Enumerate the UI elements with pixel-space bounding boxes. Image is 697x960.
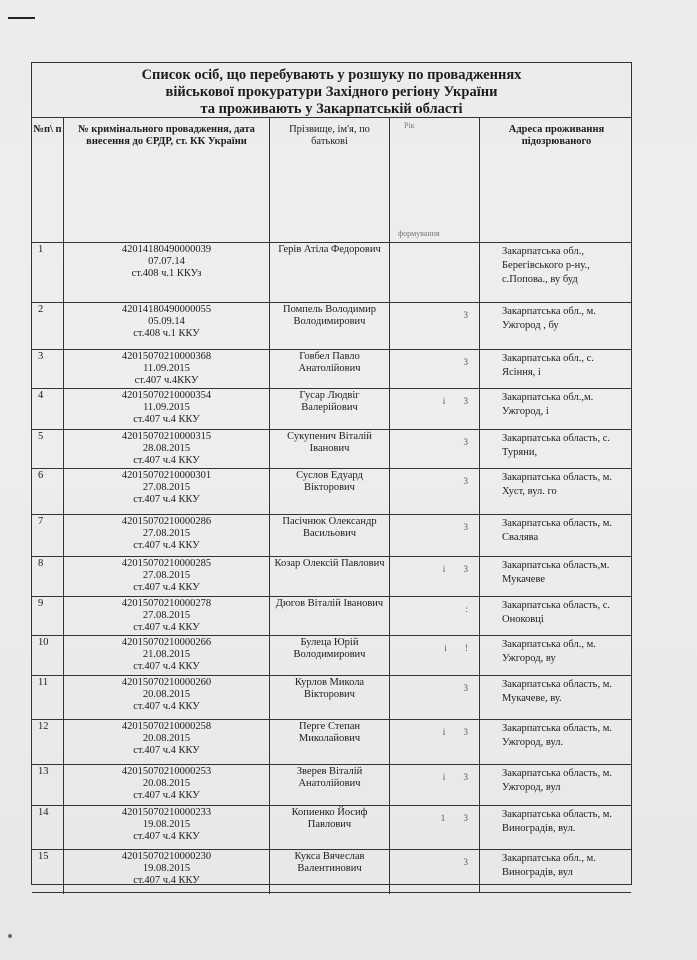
row-case <box>64 636 270 675</box>
case-number: 42015070210000260 <box>121 677 212 688</box>
table-row <box>32 806 631 850</box>
person-address: Закарпатська область, с. Туряни, <box>502 433 610 458</box>
case-number: 42014180490000055 <box>121 304 212 315</box>
person-address: Закарпатська обл., с. Ясіння, і <box>502 353 594 378</box>
person-name: Гусар Людвіг Валерійович <box>270 389 390 429</box>
case-article: ст.407 ч.4 ККУ <box>133 875 200 886</box>
case-date: 20.08.2015 <box>142 689 191 700</box>
row-number: 3 <box>32 350 64 388</box>
table-row <box>32 720 631 765</box>
row-case <box>64 806 270 849</box>
row-marks: 3 <box>463 857 476 867</box>
row-number: 7 <box>32 515 64 556</box>
header-col4-bottom: формування <box>398 229 440 238</box>
row-col4 <box>390 430 480 468</box>
person-name <box>270 893 390 894</box>
row-col4 <box>390 850 480 892</box>
table-row <box>32 303 631 350</box>
header-col4 <box>390 118 480 242</box>
title-line-3: та проживають у Закарпатській області <box>200 101 463 117</box>
person-name: Козар Олексій Павлович <box>270 557 390 596</box>
row-number: 11 <box>32 676 64 719</box>
case-date: 20.08.2015 <box>142 778 191 789</box>
row-col4 <box>390 303 480 349</box>
row-number: 15 <box>32 850 64 892</box>
row-number: 5 <box>32 430 64 468</box>
person-name: Кукса Вячеслав Валентинович <box>270 850 390 892</box>
case-number: 42015070210000354 <box>121 390 212 401</box>
table-row <box>32 350 631 389</box>
case-article: ст.407 ч.4 ККУ <box>133 790 200 801</box>
punch-hole-mark <box>8 934 12 938</box>
row-case <box>64 720 270 764</box>
case-number: 42015070210000230 <box>121 851 212 862</box>
row-marks: 3 <box>463 522 476 532</box>
row-number: 13 <box>32 765 64 805</box>
table-row <box>32 469 631 515</box>
person-address: Закарпатська область, с. Оноковці <box>502 600 610 625</box>
table-row <box>32 597 631 636</box>
case-article: ст.407 ч.4ККУ <box>134 375 199 386</box>
row-marks: 3 <box>463 683 476 693</box>
person-name: Говбел Павло Анатолійович <box>270 350 390 388</box>
row-number <box>32 893 64 894</box>
case-date: 27.08.2015 <box>142 528 191 539</box>
row-number: 14 <box>32 806 64 849</box>
case-article: ст.407 ч.4 ККУ <box>133 540 200 551</box>
header-name: Прізвище, ім'я, по батькові <box>270 118 390 242</box>
table-row <box>32 765 631 806</box>
wanted-persons-table <box>31 62 632 885</box>
case-date: 07.07.14 <box>148 256 185 267</box>
row-case <box>64 389 270 429</box>
row-marks: і 3 <box>442 396 476 406</box>
row-case <box>64 597 270 635</box>
row-marks: і 3 <box>442 727 476 737</box>
row-marks: 3 <box>463 357 476 367</box>
row-marks: і ! <box>444 643 476 653</box>
row-number: 6 <box>32 469 64 514</box>
case-date: 21.08.2015 <box>142 649 191 660</box>
row-col4 <box>390 720 480 764</box>
row-col4 <box>390 636 480 675</box>
person-name: Сукупенич Віталій Іванович <box>270 430 390 468</box>
row-number: 1 <box>32 243 64 302</box>
table-row <box>32 430 631 469</box>
row-col4 <box>390 469 480 514</box>
case-date: 19.08.2015 <box>142 819 191 830</box>
case-number: 42015070210000266 <box>121 637 212 648</box>
row-case <box>64 430 270 468</box>
case-article: ст.408 ч.1 ККУ <box>133 328 200 339</box>
table-row <box>32 850 631 893</box>
row-marks: 3 <box>463 310 476 320</box>
title-line-2: військової прокуратури Західного регіону України <box>165 84 498 100</box>
case-date: 27.08.2015 <box>142 610 191 621</box>
case-article: ст.407 ч.4 ККУ <box>133 455 200 466</box>
person-address: Закарпатська область,м. Мукачеве <box>502 560 610 585</box>
person-address: Закарпатська обл., м. Ужгород , бу <box>502 306 596 331</box>
row-col4 <box>390 765 480 805</box>
person-address <box>480 893 633 895</box>
header-case: № кримінального провадження, дата внесення до ЄРДР, ст. КК України <box>64 118 270 242</box>
row-case <box>64 303 270 349</box>
case-date: 27.08.2015 <box>142 482 191 493</box>
row-col4 <box>390 597 480 635</box>
row-case <box>64 850 270 892</box>
person-address: Закарпатська обл., Берегівського р-ну., с.Попова., ву буд <box>502 246 590 285</box>
row-number: 10 <box>32 636 64 675</box>
row-col4 <box>390 350 480 388</box>
header-col4-top: Рік <box>404 121 415 130</box>
table-row <box>32 636 631 676</box>
person-name: Булеца Юрій Володимирович <box>270 636 390 675</box>
row-marks: і 3 <box>442 772 476 782</box>
person-address: Закарпатська область, м. Ужгород, вул <box>502 768 612 793</box>
case-date: 27.08.2015 <box>142 570 191 581</box>
table-header <box>32 118 631 243</box>
case-date: 11.09.2015 <box>143 402 190 413</box>
case-number: 42014180490000039 <box>121 244 212 255</box>
row-number: 12 <box>32 720 64 764</box>
case-article: ст.407 ч.4 ККУ <box>133 831 200 842</box>
person-name: Помпель Володимир Володимирович <box>270 303 390 349</box>
table-row <box>32 389 631 430</box>
row-marks: і 3 <box>442 564 476 574</box>
table-row <box>32 243 631 303</box>
case-number: 42015070210000253 <box>121 766 212 777</box>
row-case <box>64 350 270 388</box>
case-article: ст.407 ч.4 ККУ <box>133 745 200 756</box>
case-number: 42015070210000315 <box>121 431 212 442</box>
row-col4 <box>390 515 480 556</box>
row-col4 <box>390 676 480 719</box>
person-address: Закарпатська обл., м. Ужгород, ву <box>502 639 596 664</box>
case-number: 42015070210000301 <box>121 470 212 481</box>
case-number: 42015070210000368 <box>121 351 212 362</box>
row-case <box>64 243 270 302</box>
case-article: ст.407 ч.4 ККУ <box>133 622 200 633</box>
table-row <box>32 557 631 597</box>
table-row <box>32 515 631 557</box>
row-number: 4 <box>32 389 64 429</box>
case-number: 42015070210000258 <box>121 721 212 732</box>
person-name: Суслов Едуард Вікторович <box>270 469 390 514</box>
person-name: Пасічнюк Олександр Васильович <box>270 515 390 556</box>
person-name: Дюгов Віталій Іванович <box>270 597 390 635</box>
person-address: Закарпатська область, м. Ужгород, вул. <box>502 723 612 748</box>
person-address: Закарпатська область, м. Хуст, вул. го <box>502 472 612 497</box>
case-date: 20.08.2015 <box>142 733 191 744</box>
row-marks: 3 <box>463 476 476 486</box>
person-address: Закарпатська обл.,м. Ужгород, і <box>502 392 594 417</box>
corner-mark <box>8 17 35 19</box>
case-article: ст.408 ч.1 ККУз <box>131 268 202 279</box>
document-title <box>32 63 631 118</box>
case-article: ст.407 ч.4 ККУ <box>133 701 200 712</box>
person-name: Курлов Микола Вікторович <box>270 676 390 719</box>
row-col4 <box>390 557 480 596</box>
row-marks: 3 <box>463 437 476 447</box>
case-number: 42015070210000285 <box>121 558 212 569</box>
row-col4 <box>390 806 480 849</box>
case-number: 42015070210000278 <box>121 598 212 609</box>
row-case <box>64 893 270 894</box>
row-marks: 1 3 <box>440 813 476 823</box>
row-col4 <box>390 389 480 429</box>
table-row <box>32 676 631 720</box>
case-number: 42015070210000286 <box>121 516 212 527</box>
title-line-1: Список осіб, що перебувають у розшуку по провадженнях <box>141 67 522 83</box>
case-article: ст.407 ч.4 ККУ <box>133 582 200 593</box>
row-case <box>64 765 270 805</box>
case-date: 19.08.2015 <box>142 863 191 874</box>
person-name: Копиенко Йосиф Павлович <box>270 806 390 849</box>
person-name: Зверев Віталій Анатолійович <box>270 765 390 805</box>
person-name: Герів Атіла Федорович <box>270 243 390 302</box>
row-case <box>64 469 270 514</box>
row-case <box>64 515 270 556</box>
header-address: Адреса проживання підозрюваного <box>508 124 605 147</box>
person-address: Закарпатська область, м. Свалява <box>502 518 612 543</box>
row-col4 <box>390 243 480 302</box>
row-case <box>64 676 270 719</box>
person-name: Перге Степан Миколайович <box>270 720 390 764</box>
case-article: ст.407 ч.4 ККУ <box>133 494 200 505</box>
row-marks: : <box>465 604 476 614</box>
person-address: Закарпатська область, м. Виноградів, вул. <box>502 809 612 834</box>
row-number: 8 <box>32 557 64 596</box>
row-number: 2 <box>32 303 64 349</box>
case-date: 28.08.2015 <box>142 443 191 454</box>
case-number: 42015070210000233 <box>121 807 212 818</box>
case-date: 05.09.14 <box>148 316 185 327</box>
case-article: ст.407 ч.4 ККУ <box>133 414 200 425</box>
person-address: Закарпатська обл., м. Виноградів, вул <box>502 853 596 878</box>
row-number: 9 <box>32 597 64 635</box>
case-date: 11.09.2015 <box>143 363 190 374</box>
header-number: №п\ п <box>32 118 64 242</box>
person-address: Закарпатська область, м. Мукачеве, ву. <box>502 679 612 704</box>
case-article: ст.407 ч.4 ККУ <box>133 661 200 672</box>
row-case <box>64 557 270 596</box>
